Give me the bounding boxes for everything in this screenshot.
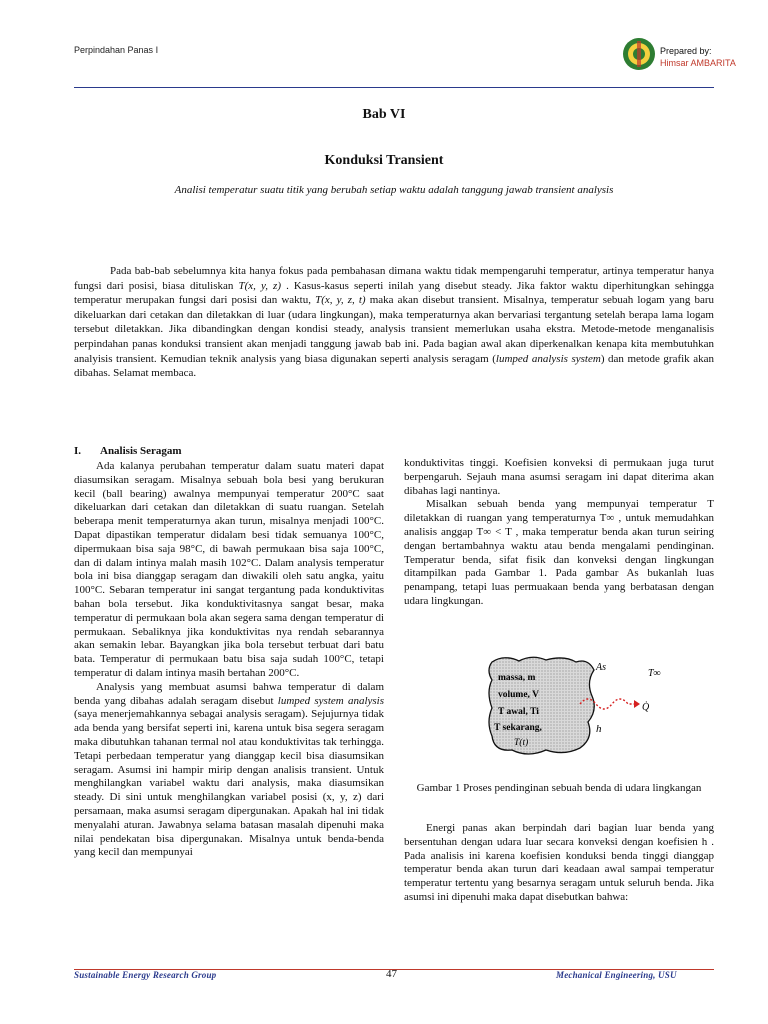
- fig-h-label: h: [596, 723, 602, 735]
- figure-caption: Gambar 1 Proses pendinginan sebuah benda di udara lingkangan: [416, 782, 702, 794]
- footer-group: Sustainable Energy Research Group: [74, 970, 217, 980]
- chapter-heading: Bab VI: [362, 107, 406, 122]
- footer-department: Mechanical Engineering, USU: [556, 970, 677, 980]
- fig-volume: volume, V: [498, 690, 539, 700]
- paragraph: Ada kalanya perubahan temperatur dalam suatu materi dapat diasumsikan seragam. Misalnya sebuah bola besi yang berukuran kecil (ball bearing) awalnya mempunyai temperatur 200°C saat dikeluarkan dari cetakan dan diletakkan di suatu ruangan. Setelah beberapa menit temperaturnya akan turun, misalnya menjadi 100°C. Dapat dipastikan temperatur didalam besi tidak semuanya 100°C, dipermukaan bisa saja 98°C, di bawah permukaan bisa saja 100°C, dan di dalam intinya malah masih 102°C. Dalam analysis temperatur bola ini bisa dianggap seragam dan diwakili oleh satu angka, yaitu 100°C. Sebaran temperatur ini sangat tergantung pada konduktivitas bahan bola tersebut. Jika konduktivitasnya sangat besar, maka temperatur di permukaan bola akan segera sama dengan temperatur di permukaan. Sebaliknya jika konduktivitas nya rendah sebarannya akan semakin lebar. Bayangkan jika bola tersebut terbuat dari batu bata. Temperatur di permukaan batu bisa saja sudah 100°C, tetapi temperatur di dalam intinya masih bertahan 200°C.: [74, 460, 384, 679]
- fig-mass: massa, m: [498, 673, 536, 683]
- page-number: 47: [386, 968, 397, 980]
- intro-paragraph: Pada bab-bab sebelumnya kita hanya fokus pada pembahasan dimana waktu tidak mempengaruhi temperatur, artinya temperatur hanya fungsi dari posisi, biasa dituliskan T(x, y, z) . Kasus-kasus seperti inilah yang disebut steady. Jika faktor waktu diperhitungkan sehingga temperatur merupakan fungsi dari posisi dan waktu, T(x, y, z, t) maka akan disebut transient. Misalnya, temperatur sebuah logam yang baru dikeluarkan dari cetakan dan diletakkan di luar (udara lingkungan), maka temperaturnya akan bervariasi tergantung setelah berapa lama logam tersebut diletakkan. Jika dibandingkan dengan kondisi steady, analysis transient memerlukan usaha ekstra. Metode-metode menganalisis perpindahan panas konduksi transient akan menjadi tanggung jawab bab ini. Pada bagian awal akan diperkenalkan kenapa kita membutuhkan analyisis transient. Kemudian teknik analysis yang biasa digunakan seperti analysis seragam (lumped analysis system) dan metode grafik akan dibahas. Selamat membaca.: [74, 265, 715, 380]
- cooling-body-figure: [484, 652, 674, 762]
- header-rule: [74, 87, 714, 88]
- right-column-text-lower: [404, 822, 714, 905]
- chapter-title: Konduksi Transient: [324, 153, 444, 168]
- chapter-abstract: Analisi temperatur suatu titik yang berubah setiap waktu adalah tanggung jawab transient analysis: [174, 184, 614, 196]
- prepared-by-label: Prepared by:: [660, 46, 712, 56]
- author-name: Himsar AMBARITA: [660, 58, 736, 68]
- paragraph: Misalkan sebuah benda yang mempunyai temperatur T diletakkan di ruangan yang temperaturnya T∞ , untuk memudahkan analisis anggap T∞ < T , maka temperatur benda akan turun seiring dengan bertambahnya waktu atau benda mengalami pendinginan. Temperatur benda, sifat fisik dan konveksi dengan lingkungan ditampilkan pada Gambar 1. Pada gambar As bukanlah luas penampang, tetapi luas permuakaan benda yang berbatasan dengan udara lingkungan.: [404, 498, 714, 607]
- fig-tawal: T awal, Ti: [498, 707, 539, 717]
- body-shape: [489, 657, 594, 754]
- left-column-text: [74, 460, 384, 860]
- equation-t-xyz: T(x, y, z): [238, 279, 282, 292]
- fig-tinf-label: T∞: [648, 668, 661, 679]
- paragraph: Analysis yang membuat asumsi bahwa temperatur di dalam benda yang dibahas adalah seragam disebut lumped system analysis (saya menerjemahkannya sebagai analysis seragam). Sejujurnya tidak ada benda yang bersifat seperti ini, karena untuk bisa segera seragam maka dibutuhkan tahanan termal nol atau konduktivitas tak terhingga. Tetapi perbedaan temperatur yang dianggap kecil bisa diasumsikan seragam. Asumsi ini hampir mirip dengan analisis transient. Untuk menghilangkan variabel waktu dari analysis, maka diasumsikan steady. Di sini untuk menghilangkan variabel posisi (x, y, z) dari persamaan, maka asumsi seragam dipergunakan. Apakah hal ini tidak menyalahi aturan. Jawabnya selama batasan masalah dipenuhi maka nilai pendekatan bisa dipergunakan. Misalnya untuk benda-benda yang kecil dan mempunyai: [74, 680, 385, 859]
- section-number: I.: [74, 445, 82, 457]
- fig-as-label: As: [596, 662, 606, 673]
- equation-t-xyzt: T(x, y, z, t): [315, 294, 366, 307]
- header-course: Perpindahan Panas I: [74, 45, 159, 55]
- paragraph: Energi panas akan berpindah dari bagian luar benda yang bersentuhan dengan udara luar secara konveksi dengan koefisien h . Pada analisis ini karena koefisien konduksi benda tinggi dianggap temperatur benda akan turun dari keadaan awal sampai temperatur temperatur tertentu yang besarnya seragam untuk seluruh benda. Jika asumsi ini dipenuhi maka dapat disebutkan bahwa:: [404, 822, 714, 903]
- paragraph: konduktivitas tinggi. Koefisien konveksi di permukaan juga turut berpengaruh. Sejauh mana asumsi seragam ini dapat diterima akan dibahas lagi nantinya.: [404, 457, 714, 497]
- header-prepared: [660, 45, 736, 69]
- section-title: Analisis Seragam: [100, 445, 182, 457]
- fig-q-label: Q̇: [642, 702, 650, 713]
- fig-tsekarang: T sekarang,: [494, 723, 542, 733]
- section-heading: [74, 445, 182, 457]
- university-logo: [622, 37, 656, 71]
- right-column-text: [404, 457, 714, 609]
- fig-tt: T(t): [514, 738, 529, 748]
